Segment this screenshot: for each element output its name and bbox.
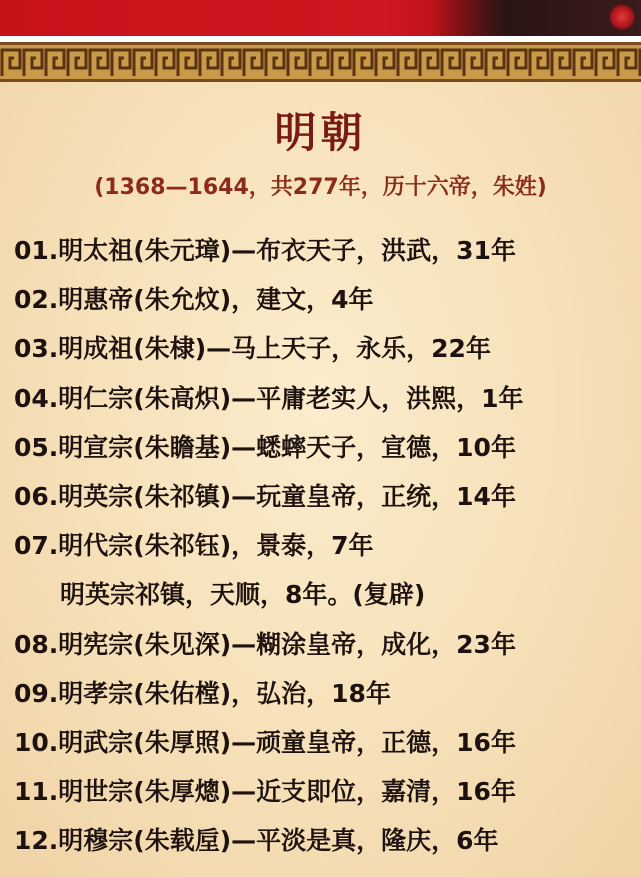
list-item [14, 374, 634, 423]
item-text: 明惠帝(朱允炆)，建文，4年 [58, 285, 374, 315]
item-text: 明英宗祁镇，天顺，8年。(复辟) [60, 580, 426, 610]
page-subtitle: (1368—1644，共277年，历十六帝，朱姓) [94, 175, 547, 200]
item-number: 12. [14, 826, 59, 856]
item-text: 明成祖(朱棣)—马上天子，永乐，22年 [58, 334, 491, 364]
item-text: 明仁宗(朱高炽)—平庸老实人，洪熙，1年 [58, 383, 524, 413]
item-number: 11. [14, 777, 59, 807]
top-banner [0, 0, 641, 36]
list-item [14, 275, 634, 324]
list-item [14, 423, 634, 472]
item-text: 明宪宗(朱见深)—糊涂皇帝，成化，23年 [58, 629, 516, 659]
flower-decoration-icon [609, 4, 635, 30]
list-item [14, 767, 634, 816]
list-item [14, 226, 634, 275]
page-title: 明朝 [274, 108, 367, 157]
item-text: 明世宗(朱厚熜)—近支即位，嘉清，16年 [58, 777, 516, 807]
item-number: 09. [14, 678, 59, 708]
list-item [14, 620, 634, 669]
emperor-list [14, 226, 634, 865]
item-text: 明代宗(朱祁钰)，景泰，7年 [58, 531, 374, 561]
list-item [14, 472, 634, 521]
list-item [14, 324, 634, 373]
item-number: 07. [14, 531, 59, 561]
item-number: 01. [14, 236, 59, 265]
item-number: 10. [14, 727, 59, 757]
item-text: 明宣宗(朱瞻基)—蟋蟀天子，宣德，10年 [58, 432, 516, 462]
item-text: 明孝宗(朱佑樘)，弘治，18年 [58, 678, 391, 708]
list-item [14, 521, 634, 570]
item-number: 06. [14, 481, 59, 511]
item-text: 明英宗(朱祁镇)—玩童皇帝，正统，14年 [58, 481, 516, 511]
item-text: 明武宗(朱厚照)—顽童皇帝，正德，16年 [58, 727, 516, 757]
item-text: 明太祖(朱元璋)—布衣天子，洪武，31年 [58, 236, 516, 265]
list-item [14, 669, 634, 718]
fret-pattern-icon [0, 42, 641, 82]
item-number: 03. [14, 334, 59, 364]
list-item-restoration [14, 570, 634, 619]
list-item [14, 718, 634, 767]
fret-border [0, 42, 641, 82]
item-number: 05. [14, 432, 59, 462]
item-number: 04. [14, 383, 59, 413]
list-item [14, 816, 634, 865]
item-number: 08. [14, 629, 59, 659]
item-number: 02. [14, 285, 59, 315]
item-text: 明穆宗(朱载垕)—平淡是真，隆庆，6年 [58, 826, 499, 856]
